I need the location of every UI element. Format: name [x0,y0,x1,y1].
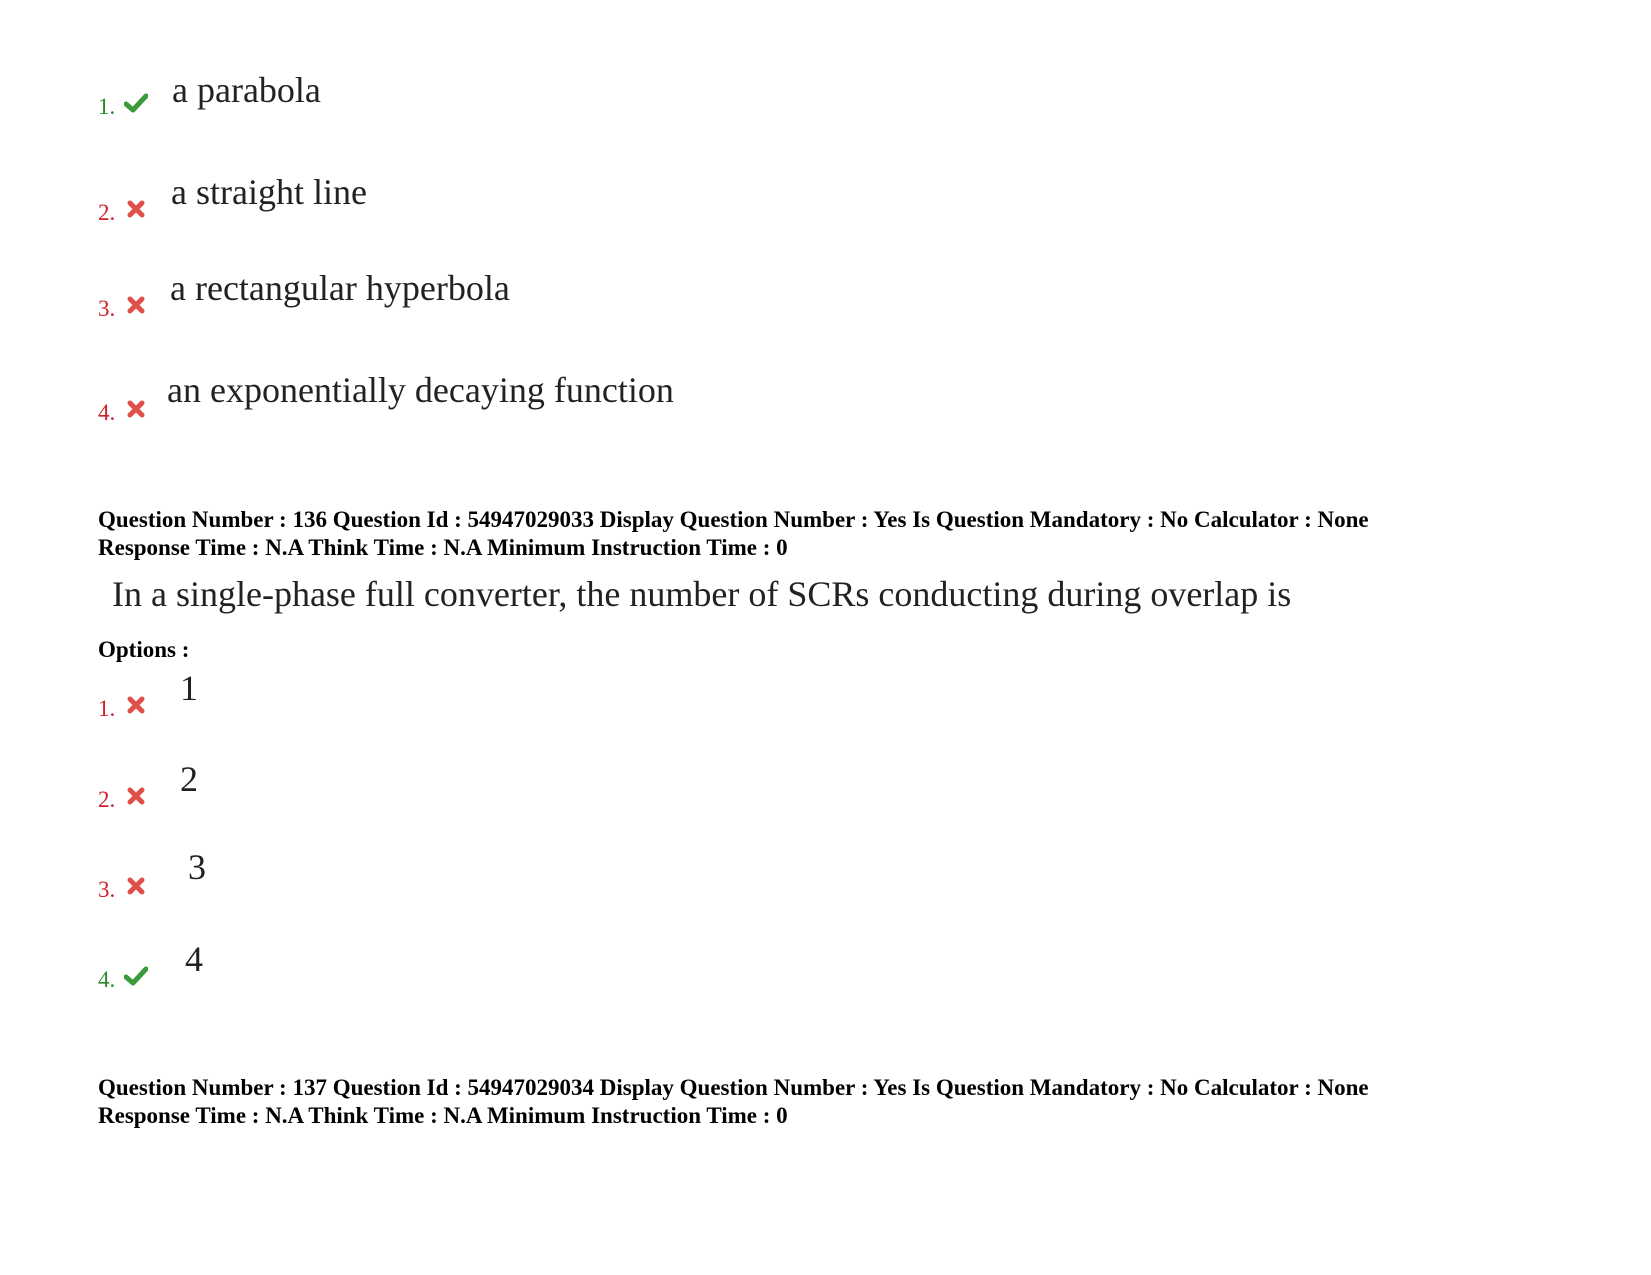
question-137-meta [98,1074,1618,1130]
option-1 [98,58,898,118]
check-icon [124,965,148,987]
option-number: 4. [98,967,116,992]
cross-icon [124,785,148,807]
cross-icon [124,694,148,716]
option-3 [98,841,898,901]
check-icon [124,92,148,114]
option-number: 2. [98,200,116,225]
option-number: 1. [98,94,116,119]
question-meta-line-1: Question Number : 136 Question Id : 54947029033 Display Question Number : Yes Is Question Mandatory : No Calculator : None [98,507,1369,532]
cross-icon [124,198,148,220]
option-2 [98,751,898,811]
cross-icon [124,398,148,420]
option-number: 3. [98,877,116,902]
option-text: 1 [180,668,198,708]
question-meta-line-1: Question Number : 137 Question Id : 54947029034 Display Question Number : Yes Is Question Mandatory : No Calculator : None [98,1075,1369,1100]
question-meta-line-2: Response Time : N.A Think Time : N.A Minimum Instruction Time : 0 [98,535,788,560]
cross-icon [124,294,148,316]
question-136-meta [98,506,1618,562]
option-text: a rectangular hyperbola [170,268,510,308]
option-4 [98,931,898,991]
question-text: In a single-phase full converter, the number of SCRs conducting during overlap is [112,574,1292,614]
option-text: 4 [185,939,203,979]
option-number: 2. [98,787,116,812]
option-text: a parabola [172,70,321,110]
option-3 [98,260,898,320]
option-text: 3 [188,847,206,887]
option-text: 2 [180,759,198,799]
option-1 [98,660,898,720]
option-number: 3. [98,296,116,321]
option-text: a straight line [171,172,367,212]
cross-icon [124,875,148,897]
option-4 [98,364,898,424]
option-text: an exponentially decaying function [167,370,674,410]
option-number: 1. [98,696,116,721]
option-number: 4. [98,400,116,425]
options-label: Options : [98,637,190,662]
option-2 [98,164,898,224]
question-meta-line-2: Response Time : N.A Think Time : N.A Minimum Instruction Time : 0 [98,1103,788,1128]
